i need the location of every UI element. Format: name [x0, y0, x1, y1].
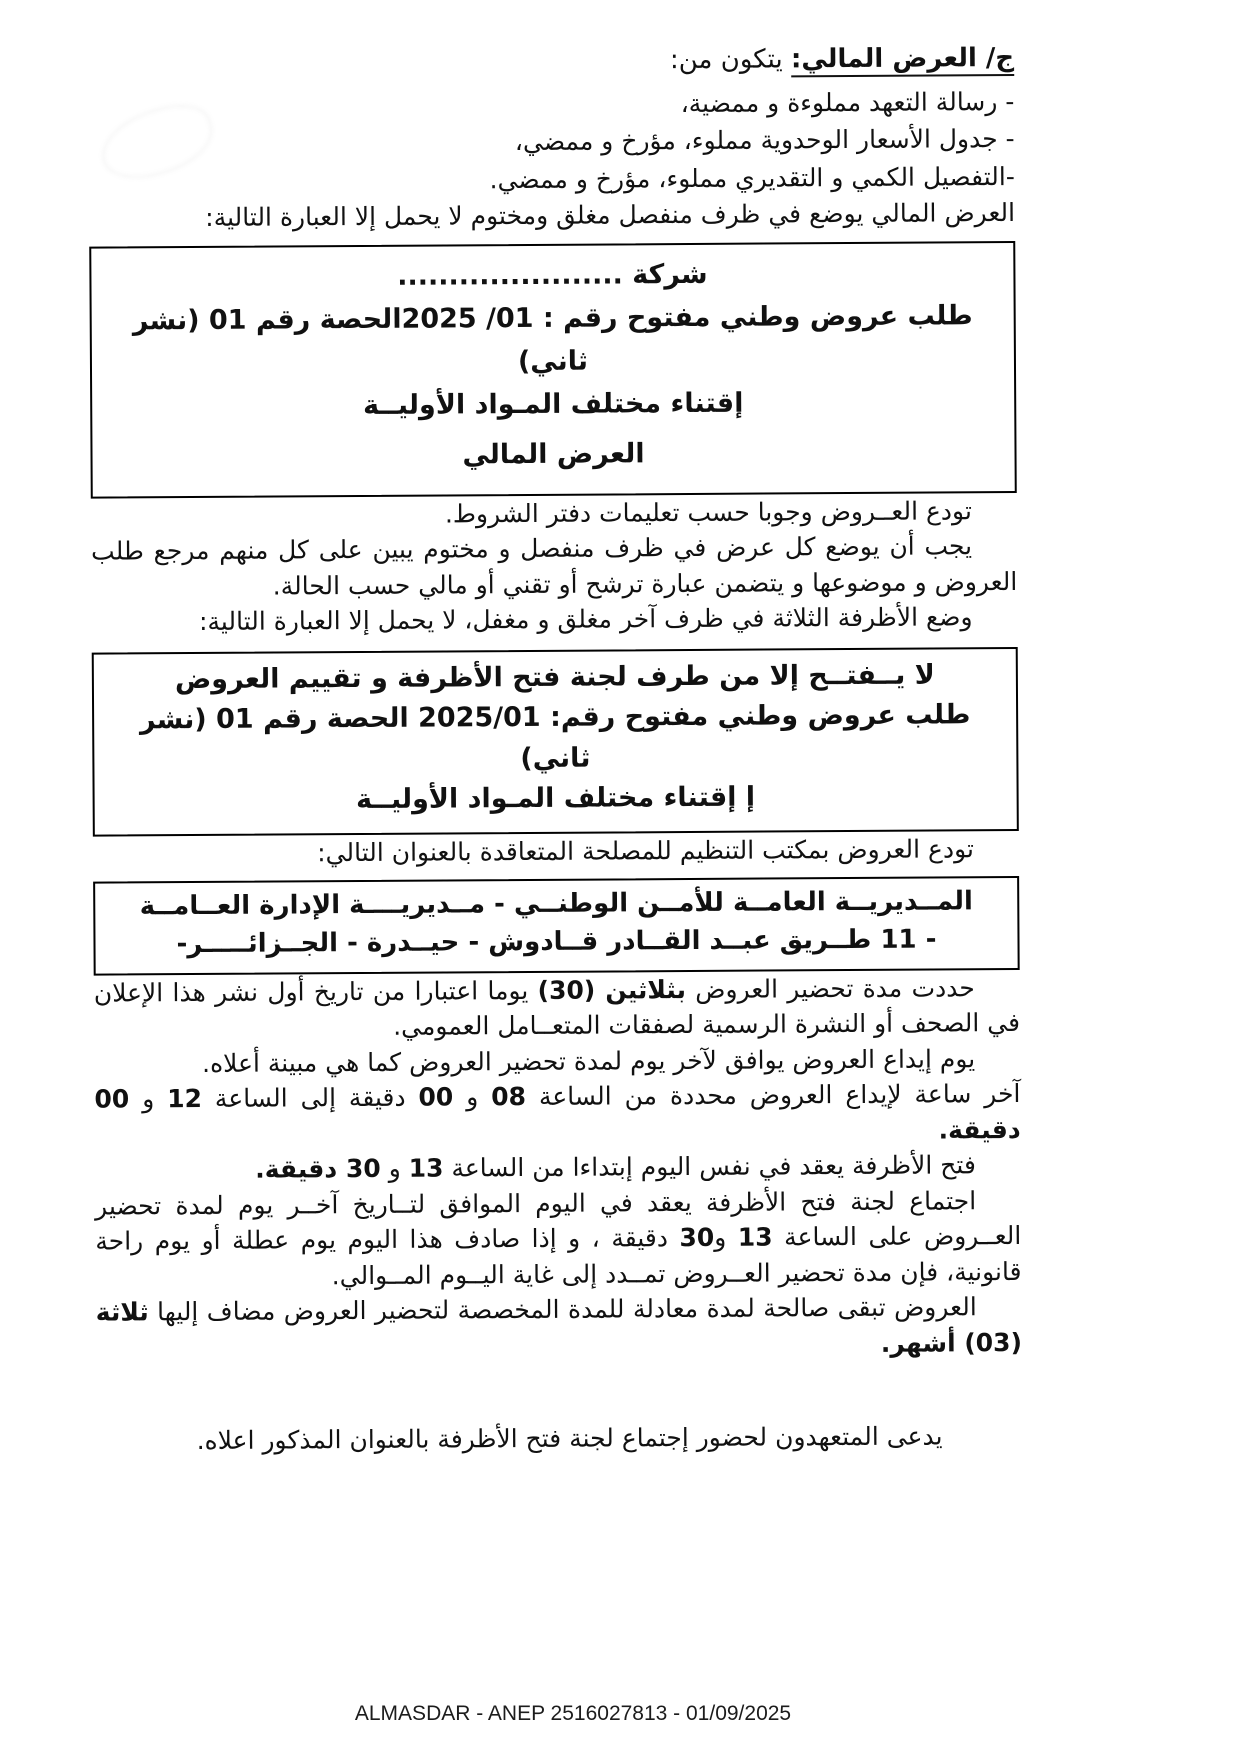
validity-pre-text: العروض تبقى صالحة لمدة معادلة للمدة المخصصة لتحضير العروض مضاف إليها [148, 1292, 977, 1327]
para-committee-meeting [95, 1183, 1022, 1295]
last-hour-08-bold: 08 [491, 1082, 527, 1112]
opening-s2: و [380, 1153, 409, 1184]
committee-30-bold: 30 [679, 1223, 715, 1253]
box2-tender-ref-line: طلب عروض وطني مفتوح رقم: 2025/01 الحصة رقم 01 (نشر ثاني) [139, 699, 971, 774]
last-hour-s4: و [129, 1084, 168, 1114]
last-hour-s2: و [453, 1082, 492, 1112]
committee-s2: و [714, 1222, 738, 1253]
envelope-label-box-financial [89, 241, 1017, 499]
section-heading-financial-offer [88, 40, 1014, 83]
committee-s1: اجتماع لجنة فتح الأظرفة يعقد في اليوم الموافق لتــاريخ آخــر يوم لمدة تحضير العــروض على الساعة [95, 1185, 1022, 1252]
para-three-envelopes: وضع الأظرفة الثلاثة في ظرف آخر مغلق و مغفل، لا يحمل إلا العبارة التالية: [198, 602, 973, 637]
anep-footer-reference: ALMASDAR - ANEP 2516027813 - 01/09/2025 [354, 1702, 792, 1725]
duration-pre-text: حددت مدة تحضير العروض [685, 972, 975, 1004]
committee-s3: دقيقة ، و إذا صادف هذا اليوم يوم عطلة أو يوم راحة قانونية، فإن مدة تحضير العــروض تمــدد إلى غاية اليــوم المــوالي. [95, 1223, 1022, 1290]
last-hour-12-bold: 12 [167, 1084, 203, 1114]
box2-do-not-open-line: لا يــفتــح إلا من طرف لجنة فتح الأظرفة و تقييم العروض [174, 659, 935, 695]
list-item-unit-prices: - جدول الأسعار الوحدوية مملوء، مؤرخ و ممضي، [514, 124, 1015, 157]
para-offer-validity [96, 1289, 1022, 1366]
address-street-line: - 11 طــريق عبــد القــادر قــادوش - حيــدرة - الجــزائـــــر- [176, 924, 937, 960]
para-opening-time [95, 1147, 1021, 1188]
document-content [88, 40, 1023, 1459]
box1-offer-type-line: العرض المالي [462, 437, 645, 471]
para-deposit-day: يوم إيداع العروض يوافق لآخر يوم لمدة تحضير العروض كما هي مبينة أعلاه. [201, 1043, 976, 1078]
last-hour-00-bold: 00 [418, 1082, 454, 1112]
duration-thirty-days-bold: بثلاثين (30) [537, 974, 687, 1005]
validity-three-months-bold: ثلاثة (03) أشهر. [95, 1297, 1023, 1358]
para-preparation-duration [94, 970, 1020, 1047]
heading-underlined-text: ج/ العرض المالي: [791, 43, 1014, 77]
last-hour-s3: دقيقة إلى الساعة [201, 1082, 419, 1114]
para-deposit-mandatory: تودع العــروض وجوبا حسب تعليمات دفتر الشروط. [444, 496, 972, 529]
committee-13-bold: 13 [737, 1222, 773, 1252]
opening-13-bold: 13 [408, 1153, 444, 1183]
opening-30min-bold: 30 دقيقة. [255, 1154, 381, 1184]
box1-company-line: شركة ...................... [397, 258, 708, 292]
list-item-commitment-letter: - رسالة التعهد مملوءة و ممضية، [680, 86, 1015, 118]
last-hour-00min-bold: 00 دقيقة. [94, 1084, 1021, 1145]
box1-subject-line: إقتناء مختلف المـواد الأوليــة [362, 388, 744, 422]
address-box [93, 876, 1020, 975]
envelope-label-box-outer [92, 647, 1019, 837]
para-each-offer: يجب أن يوضع كل عرض في ظرف منفصل و مختوم يبين على كل منهم مرجع طلب العروض و موضوعها و يتضمن عبارة ترشح أو تقني أو مالي حسب الحالة. [91, 531, 1018, 601]
para-address-intro: تودع العروض بمكتب التنظيم للمصلحة المتعاقدة بالعنوان التالي: [317, 834, 975, 868]
opening-s1: فتح الأظرفة يعقد في نفس اليوم إبتداءا من الساعة [443, 1150, 976, 1183]
duration-post-text: يوما اعتبارا من تاريخ أول نشر هذا الإعلان في الصحف أو النشرة الرسمية لصفقات المتعــامل العمومي. [93, 975, 1021, 1042]
heading-rest-text: يتكون من: [669, 44, 792, 76]
last-hour-s1: آخر ساعة لإيداع العروض محددة من الساعة [525, 1079, 1021, 1112]
list-item-quantity-estimate: -التفصيل الكمي و التقديري مملوء، مؤرخ و ممضي. [489, 161, 1015, 195]
para-financial-envelope: العرض المالي يوضع في ظرف منفصل مغلق ومختوم لا يحمل إلا العبارة التالية: [205, 198, 1016, 233]
para-invitation: يدعى المتعهدون لحضور إجتماع لجنة فتح الأظرفة بالعنوان المذكور اعلاه. [196, 1421, 943, 1456]
para-last-hour [94, 1076, 1020, 1153]
address-directorate-line: المــديريــة العامــة للأمــن الوطنــي - مــديريــــة الإدارة العــامــة [139, 886, 973, 922]
box1-tender-ref-line: طلب عروض وطني مفتوح رقم : 01/ 2025الحصة رقم 01 (نشر ثاني) [132, 300, 973, 378]
box2-subject-line: إ إقتناء مختلف المـواد الأوليــة [356, 781, 756, 816]
